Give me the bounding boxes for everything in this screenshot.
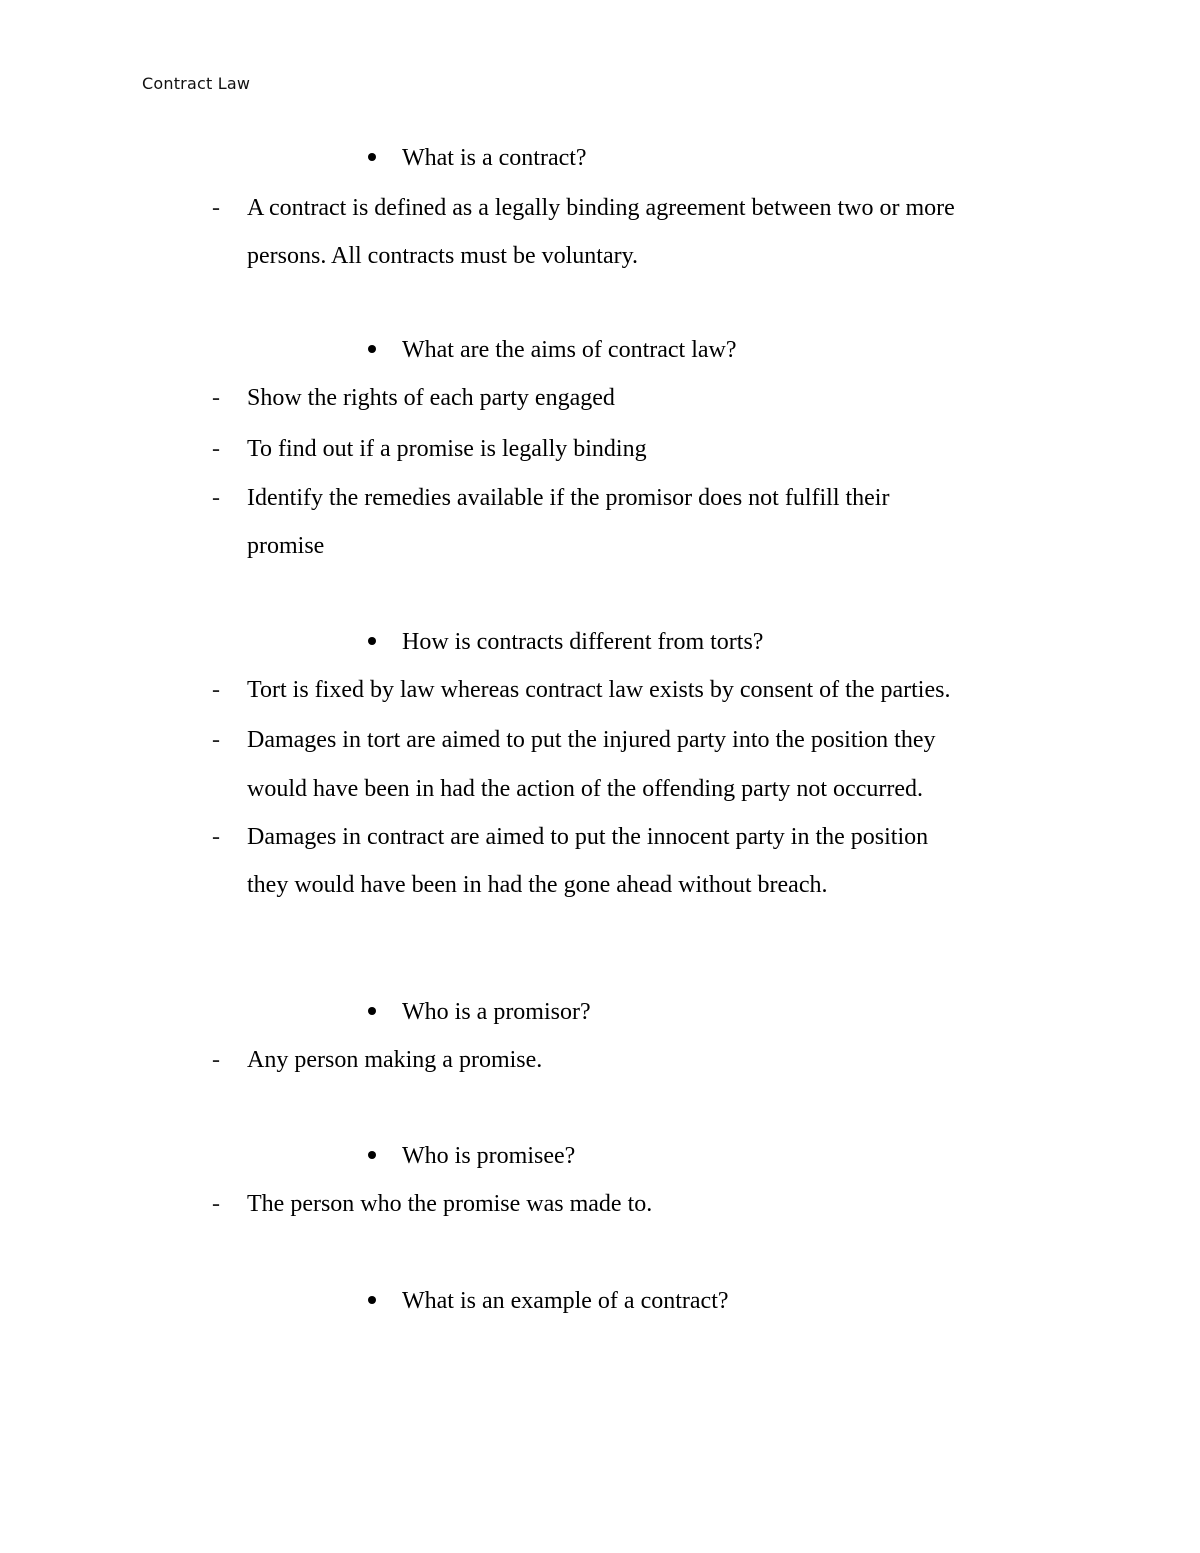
- bullet-icon: [368, 1296, 376, 1304]
- dash-marker: -: [212, 436, 220, 462]
- question-text: What are the aims of contract law?: [402, 337, 737, 363]
- answer-item: [212, 434, 647, 464]
- answer-item: [212, 483, 889, 513]
- answer-continuation: promise: [247, 533, 325, 559]
- dash-marker: -: [212, 677, 220, 703]
- question-contracts-vs-torts: [368, 627, 763, 657]
- question-aims-of-contract-law: [368, 335, 737, 365]
- question-what-is-contract: [368, 143, 587, 173]
- bullet-icon: [368, 345, 376, 353]
- answer-item: [212, 1189, 652, 1219]
- answer-continuation: persons. All contracts must be voluntary.: [247, 243, 639, 269]
- question-text: Who is a promisor?: [402, 999, 591, 1025]
- dash-marker: -: [212, 1191, 220, 1217]
- answer-text: Damages in tort are aimed to put the injured party into the position they: [247, 727, 936, 753]
- question-who-is-promisor: [368, 997, 591, 1027]
- answer-text: A contract is defined as a legally binding agreement between two or more: [247, 195, 955, 221]
- answer-item: [212, 1045, 542, 1075]
- answer-text: Any person making a promise.: [247, 1047, 543, 1073]
- answer-text: Damages in contract are aimed to put the innocent party in the position: [247, 824, 929, 850]
- question-text: Who is promisee?: [402, 1143, 576, 1169]
- answer-continuation: they would have been in had the gone ahead without breach.: [247, 872, 828, 898]
- bullet-icon: [368, 1007, 376, 1015]
- question-who-is-promisee: [368, 1141, 575, 1171]
- answer-text: Identify the remedies available if the promisor does not fulfill their: [247, 485, 890, 511]
- question-text: What is a contract?: [402, 145, 587, 171]
- answer-text: The person who the promise was made to.: [247, 1191, 653, 1217]
- question-text: How is contracts different from torts?: [402, 629, 764, 655]
- question-example-of-contract: [368, 1286, 729, 1316]
- answer-item: [212, 383, 615, 413]
- dash-marker: -: [212, 485, 220, 511]
- answer-item: [212, 675, 950, 705]
- dash-marker: -: [212, 824, 220, 850]
- bullet-icon: [368, 637, 376, 645]
- dash-marker: -: [212, 1047, 220, 1073]
- answer-text: To find out if a promise is legally binding: [247, 436, 647, 462]
- bullet-icon: [368, 153, 376, 161]
- page-header-title: Contract Law: [142, 74, 251, 93]
- answer-continuation: would have been in had the action of the offending party not occurred.: [247, 776, 923, 802]
- answer-text: Tort is fixed by law whereas contract law exists by consent of the parties.: [247, 677, 951, 703]
- dash-marker: -: [212, 727, 220, 753]
- answer-text: Show the rights of each party engaged: [247, 385, 615, 411]
- answer-item: [212, 822, 928, 852]
- dash-marker: -: [212, 195, 220, 221]
- question-text: What is an example of a contract?: [402, 1288, 729, 1314]
- dash-marker: -: [212, 385, 220, 411]
- answer-item: [212, 193, 955, 223]
- answer-item: [212, 725, 936, 755]
- bullet-icon: [368, 1151, 376, 1159]
